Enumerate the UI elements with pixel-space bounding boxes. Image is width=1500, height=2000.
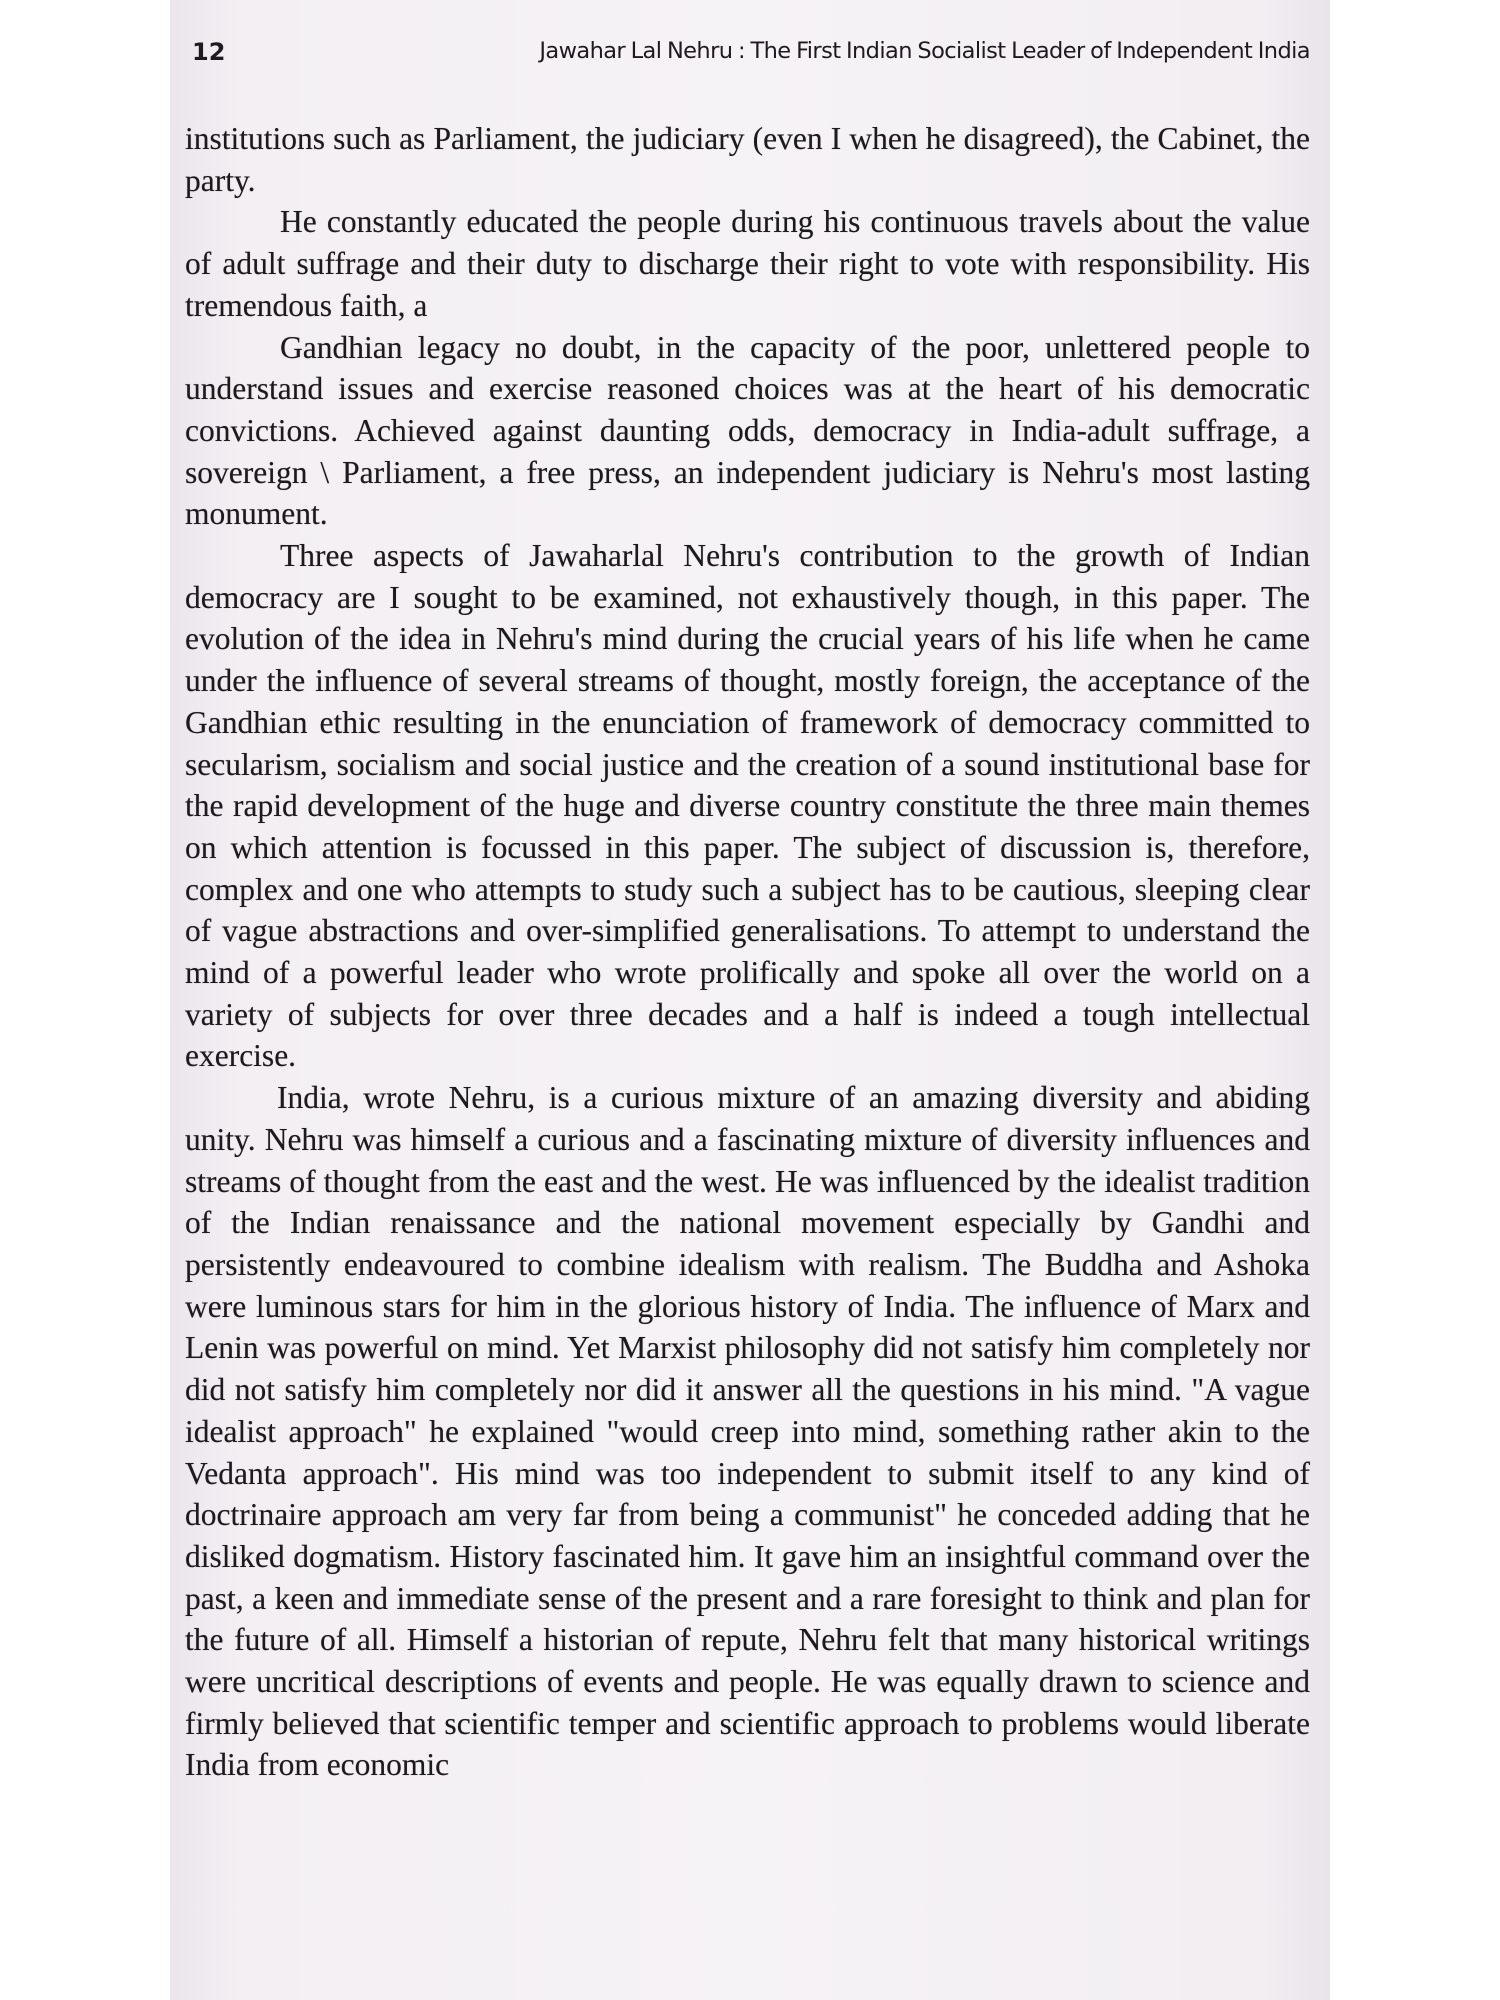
- book-page: [170, 0, 1330, 2000]
- running-head: [192, 38, 1310, 72]
- paragraph: India, wrote Nehru, is a curious mixture of an amazing diversity and abiding unity. Nehru was himself a curious and a fascinating mixture of diversity influences and streams of thought from the east and the west. He was influenced by the idealist tradition of the Indian renaissance and the national movement especially by Gandhi and persistently endeavoured to combine idealism with realism. The Buddha and Ashoka were luminous stars for him in the glorious history of India. The influence of Marx and Lenin was powerful on mind. Yet Marxist philosophy did not satisfy him completely nor did not satisfy him completely nor did it answer all the questions in his mind. "A vague idealist approach" he explained "would creep into mind, something rather akin to the Vedanta approach". His mind was too independent to submit itself to any kind of doctrinaire approach am very far from being a communist" he conceded adding that he disliked dogmatism. History fascinated him. It gave him an insightful command over the past, a keen and immediate sense of the present and a rare foresight to think and plan for the future of all. Himself a historian of repute, Nehru felt that many historical writings were uncritical descriptions of events and people. He was equally drawn to science and firmly believed that scientific temper and scientific approach to problems would liberate India from economic: [185, 1080, 1310, 1783]
- running-title: Jawahar Lal Nehru : The First Indian Socialist Leader of Independent India: [539, 38, 1310, 64]
- paragraph: Three aspects of Jawaharlal Nehru's contribution to the growth of Indian democracy are I sought to be examined, not exhaustively though, in this paper. The evolution of the idea in Nehru's mind during the crucial years of his life when he came under the influence of several streams of thought, mostly foreign, the acceptance of the Gandhian ethic resulting in the enunciation of framework of democracy committed to secularism, socialism and social justice and the creation of a sound institutional base for the rapid development of the huge and diverse country constitute the three main themes on which attention is focussed in this paper. The subject of discussion is, therefore, complex and one who attempts to study such a subject has to be cautious, sleeping clear of vague abstractions and over-simplified generalisations. To attempt to understand the mind of a powerful leader who wrote prolifically and spoke all over the world on a variety of subjects for over three decades and a half is indeed a tough intellectual exercise.: [185, 538, 1310, 1074]
- page-number: 12: [192, 38, 226, 66]
- paragraph-continuation: institutions such as Parliament, the judiciary (even I when he disagreed), the Cabinet, the party.: [185, 121, 1310, 198]
- paragraph: He constantly educated the people during his continuous travels about the value of adult suffrage and their duty to discharge their right to vote with responsibility. His tremendous faith, a: [185, 204, 1310, 323]
- body-text: [185, 118, 1310, 1786]
- paragraph: Gandhian legacy no doubt, in the capacity of the poor, unlettered people to understand issues and exercise reasoned choices was at the heart of his democratic convictions. Achieved against daunting odds, democracy in India-adult suffrage, a sovereign \ Parliament, a free press, an independent judiciary is Nehru's most lasting monument.: [185, 329, 1310, 532]
